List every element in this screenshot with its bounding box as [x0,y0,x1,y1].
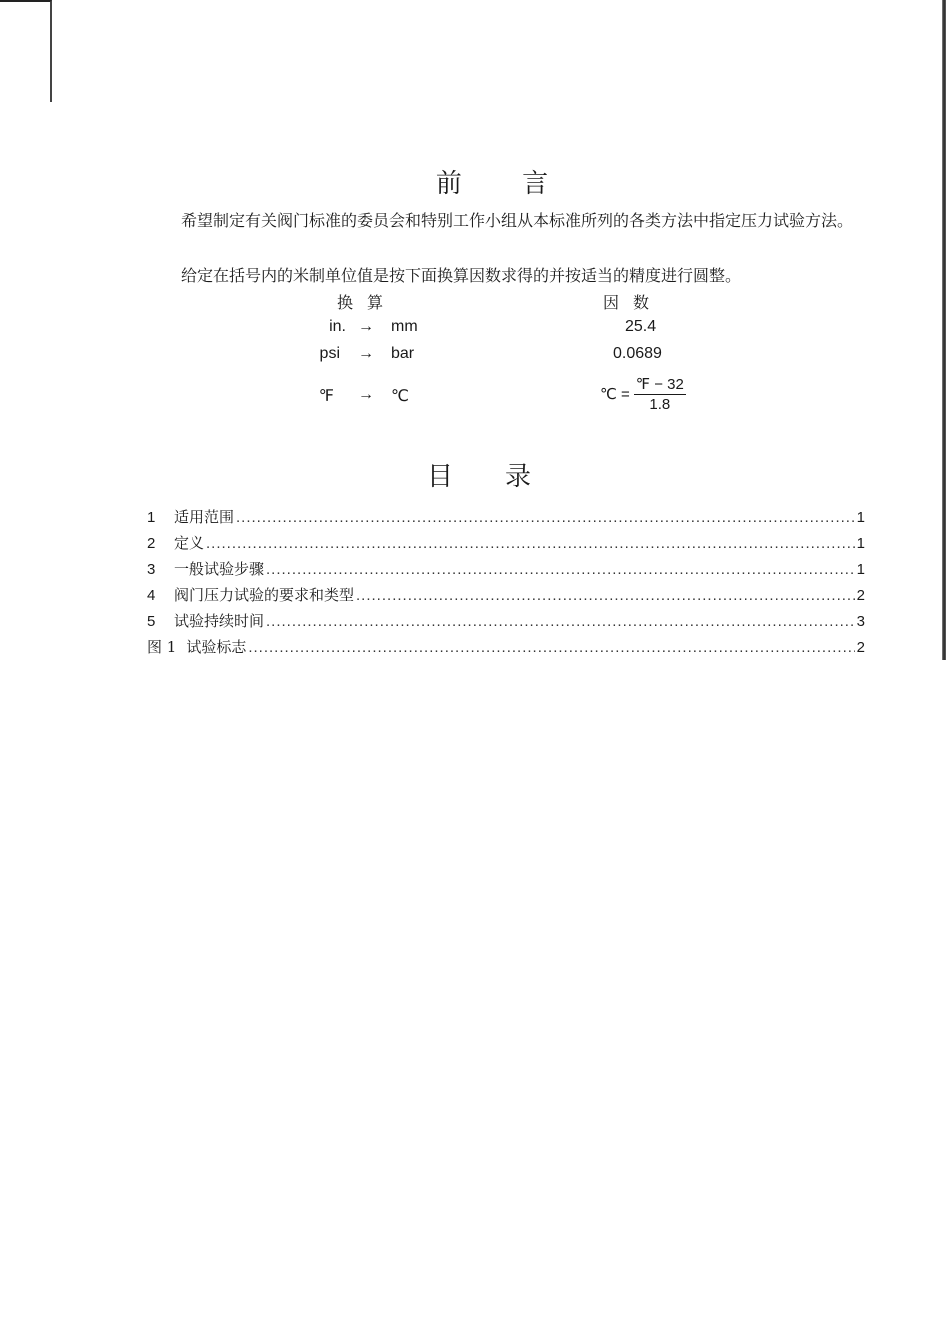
conversion-factor: 25.4 [625,318,657,335]
toc-item-page: 1 [856,561,865,578]
toc-leader-dots [248,639,854,656]
toc-item-number: 3 [147,561,156,578]
toc-leader-dots [266,561,855,578]
toc-item-number: 1 [147,509,156,526]
formula-lhs: ℃ = [600,386,630,403]
toc-item-number: 5 [147,613,156,630]
toc-item-label: 阀门压力试验的要求和类型 [174,586,355,604]
toc-item[interactable] [147,532,865,554]
preface-title: 前 言 [435,169,575,199]
toc-item-label: 一般试验步骤 [174,560,265,578]
conversion-from: psi [319,345,340,362]
celsius-formula [600,375,686,413]
arrow-icon: → [358,386,374,403]
conversion-factor: 0.0689 [613,345,662,362]
toc-leader-dots [356,587,855,604]
toc-item-number: 4 [147,587,156,604]
conversion-to: mm [391,318,418,335]
formula-denominator: 1.8 [649,396,671,413]
toc-item[interactable] [147,506,865,528]
toc-item-label: 定义 [174,534,205,552]
conversion-header-right: 因数 [603,293,664,312]
formula-numerator: ℉ − 32 [635,376,684,393]
scan-corner-mark [0,0,52,102]
toc-item-label: 适用范围 [174,508,235,526]
toc-leader-dots [266,613,855,630]
toc-item-page: 1 [856,509,865,526]
toc-item[interactable] [147,584,865,606]
toc-item-label: 试验标志 [186,638,247,656]
toc-item-page: 2 [856,639,865,656]
preface-paragraph-1: 希望制定有关阀门标准的委员会和特别工作小组从本标准所列的各类方法中指定压力试验方法。 [181,211,854,230]
arrow-icon: → [358,345,374,362]
toc-item-number: 图 1 [147,638,177,656]
toc-leader-dots [206,535,855,552]
toc-item-label: 试验持续时间 [174,612,265,630]
toc-item[interactable] [147,558,865,580]
scan-right-edge [942,0,946,660]
conversion-to: ℃ [391,388,409,405]
toc-item-number: 2 [147,535,156,552]
toc-title: 目录 [426,462,583,492]
toc-item[interactable] [147,610,865,632]
toc-item-page: 1 [856,535,865,552]
conversion-header-left: 换算 [337,293,398,312]
toc-leader-dots [236,509,855,526]
arrow-icon: → [358,318,374,335]
preface-paragraph-2: 给定在括号内的米制单位值是按下面换算因数求得的并按适当的精度进行圆整。 [181,266,742,285]
conversion-from: in. [329,318,346,335]
conversion-to: bar [391,345,415,362]
toc-item-page: 3 [856,613,865,630]
conversion-from: ℉ [318,388,334,405]
toc-item[interactable] [147,636,865,658]
toc-item-page: 2 [856,587,865,604]
